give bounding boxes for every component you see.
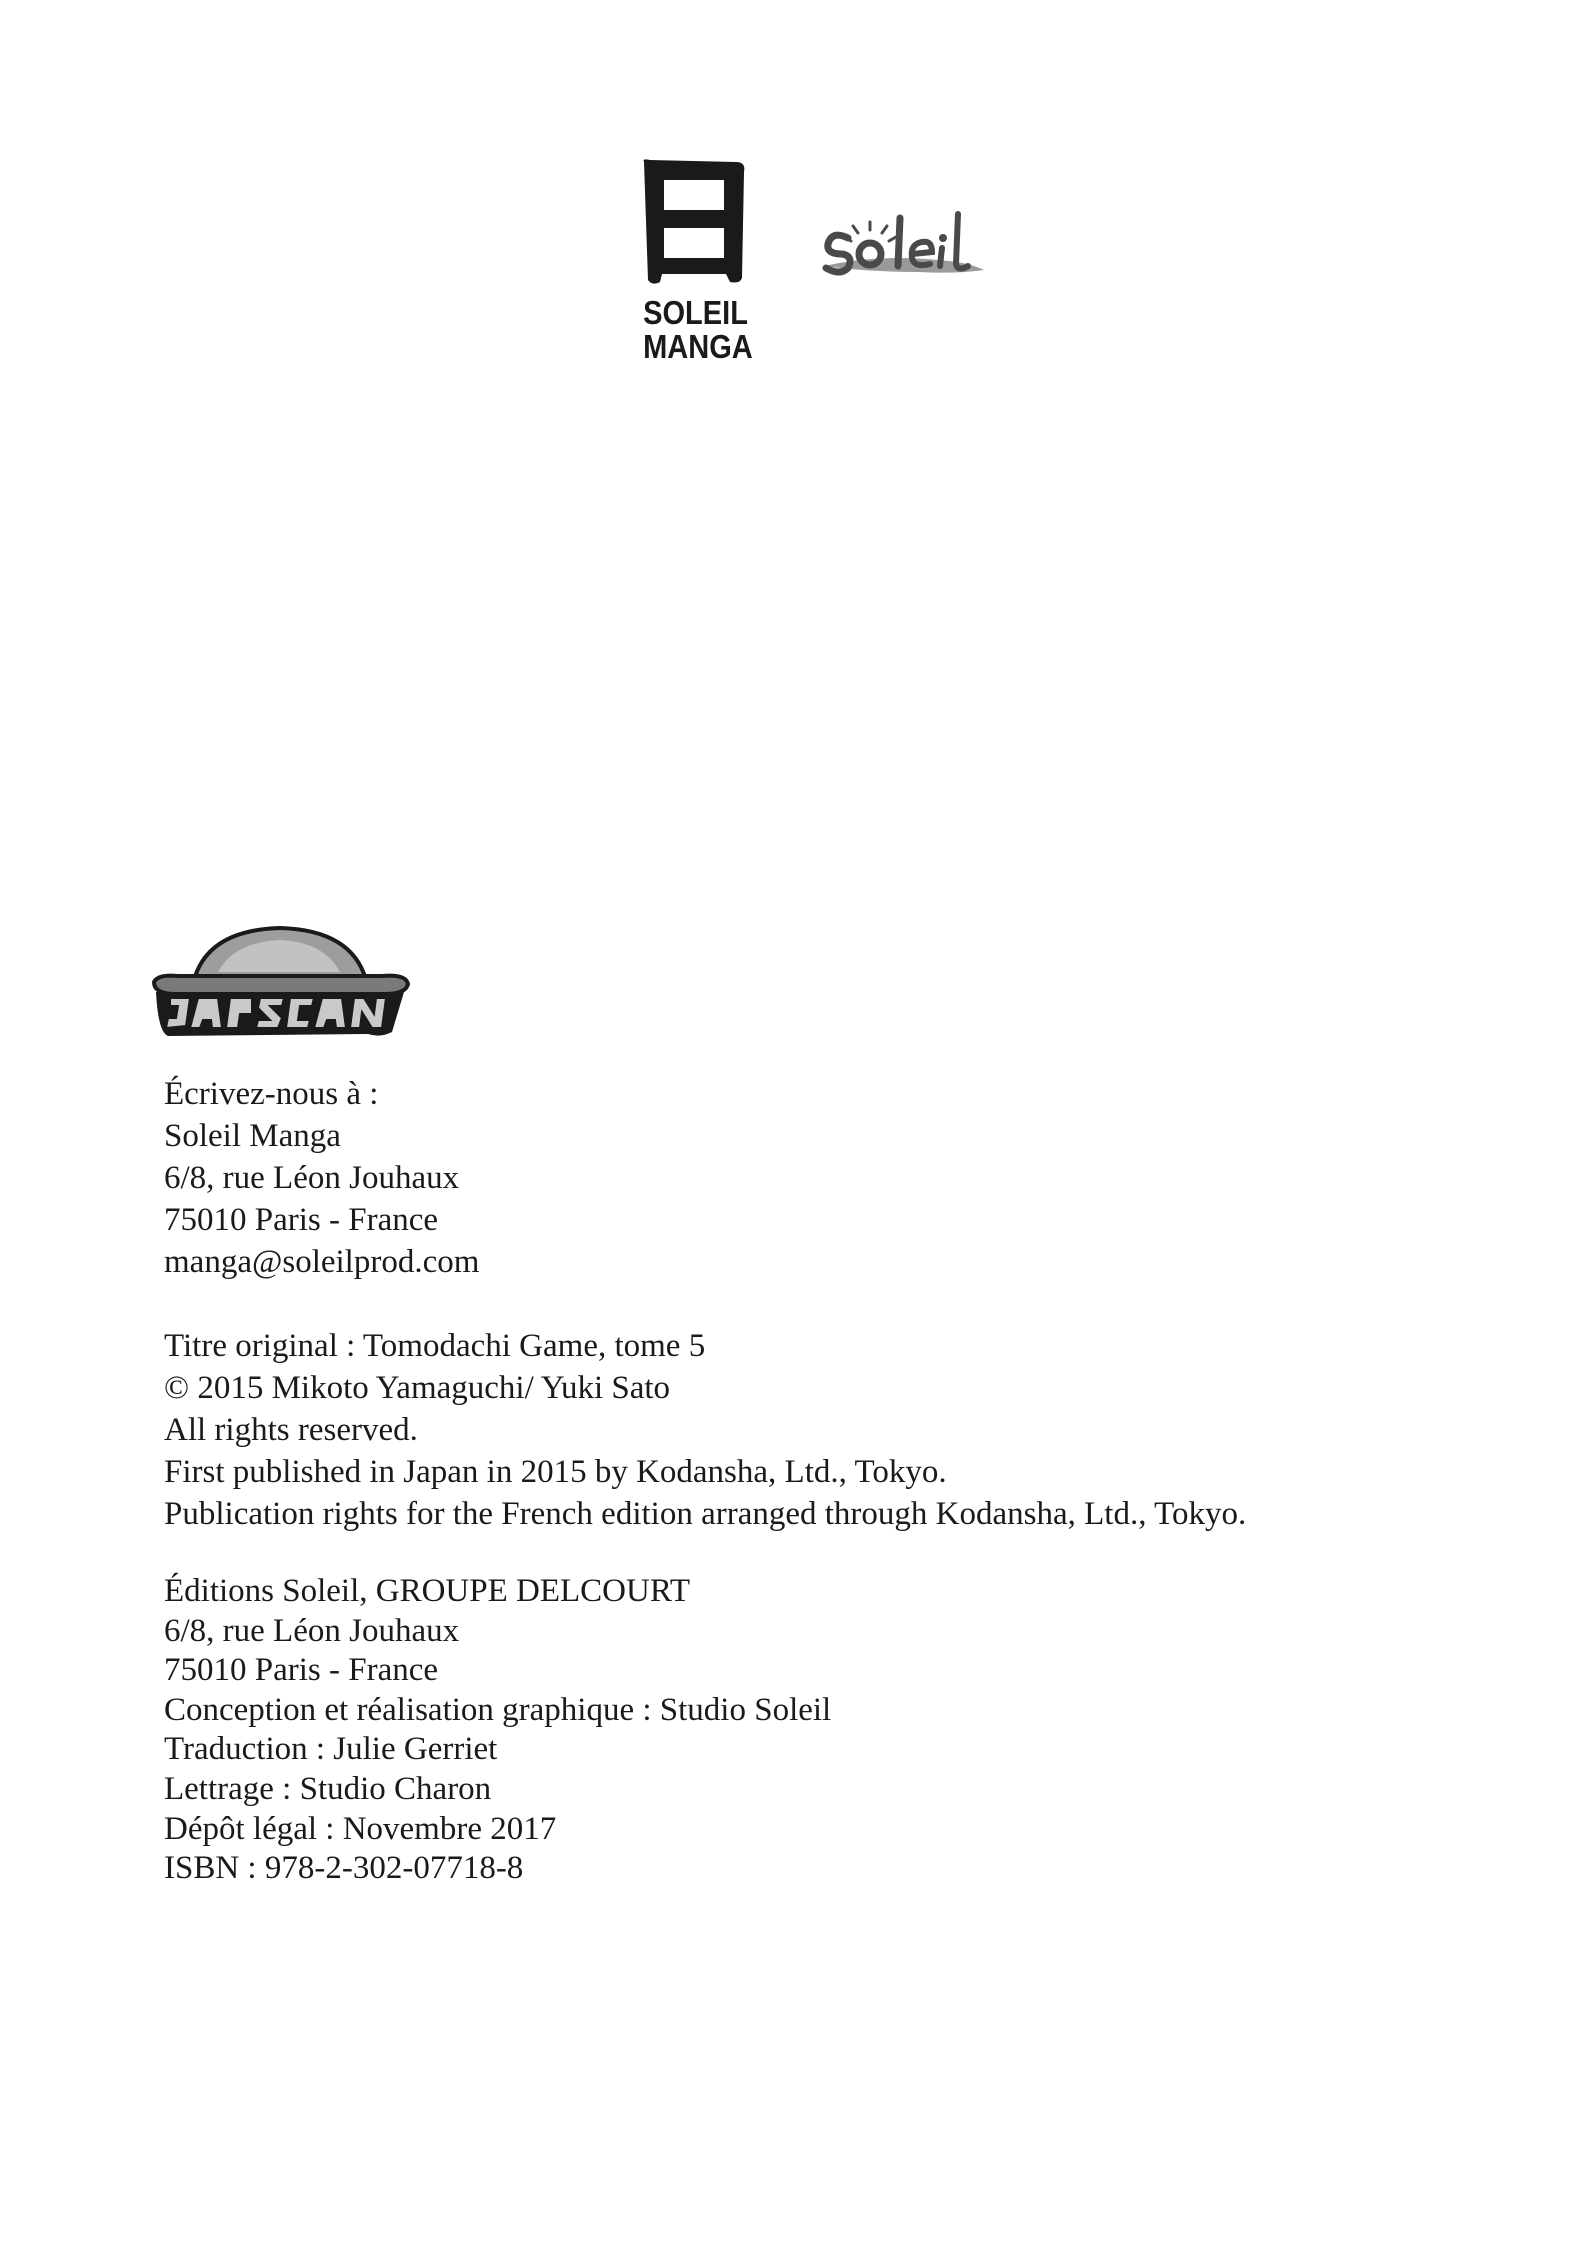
isbn: ISBN : 978-2-302-07718-8 bbox=[164, 1850, 524, 1887]
publisher-block bbox=[164, 1572, 831, 1889]
contact-publisher-name: Soleil Manga bbox=[164, 1118, 341, 1154]
publication-rights: Publication rights for the French edition arranged through Kodansha, Ltd., Tokyo. bbox=[164, 1496, 1247, 1532]
publisher-city: 75010 Paris - France bbox=[164, 1652, 439, 1689]
contact-street: 6/8, rue Léon Jouhaux bbox=[164, 1160, 460, 1196]
contact-city: 75010 Paris - France bbox=[164, 1202, 439, 1238]
publisher-street: 6/8, rue Léon Jouhaux bbox=[164, 1612, 460, 1649]
translation-credit: Traduction : Julie Gerriet bbox=[164, 1731, 498, 1768]
first-published: First published in Japan in 2015 by Kodansha, Ltd., Tokyo. bbox=[164, 1454, 947, 1490]
contact-email: manga@soleilprod.com bbox=[164, 1244, 480, 1280]
publisher-name: Éditions Soleil, GROUPE DELCOURT bbox=[164, 1573, 691, 1609]
design-credit: Conception et réalisation graphique : Studio Soleil bbox=[164, 1691, 832, 1728]
soleil-manga-logo-line2: MANGA bbox=[643, 328, 753, 365]
soleil-manga-logo-line1: SOLEIL bbox=[643, 294, 748, 331]
rights-block bbox=[164, 1325, 1246, 1535]
legal-deposit: Dépôt légal : Novembre 2017 bbox=[164, 1810, 557, 1847]
copyright-line: © 2015 Mikoto Yamaguchi/ Yuki Sato bbox=[164, 1370, 671, 1406]
contact-block bbox=[164, 1073, 479, 1283]
contact-heading: Écrivez-nous à : bbox=[164, 1076, 379, 1112]
rights-reserved: All rights reserved. bbox=[164, 1412, 418, 1448]
soleil-manga-logo bbox=[636, 150, 754, 365]
lettering-credit: Lettrage : Studio Charon bbox=[164, 1770, 492, 1807]
original-title: Titre original : Tomodachi Game, tome 5 bbox=[164, 1328, 706, 1364]
kanji-sun-icon bbox=[640, 154, 748, 286]
japscan-logo bbox=[148, 922, 412, 1042]
soleil-script-logo bbox=[818, 200, 988, 290]
